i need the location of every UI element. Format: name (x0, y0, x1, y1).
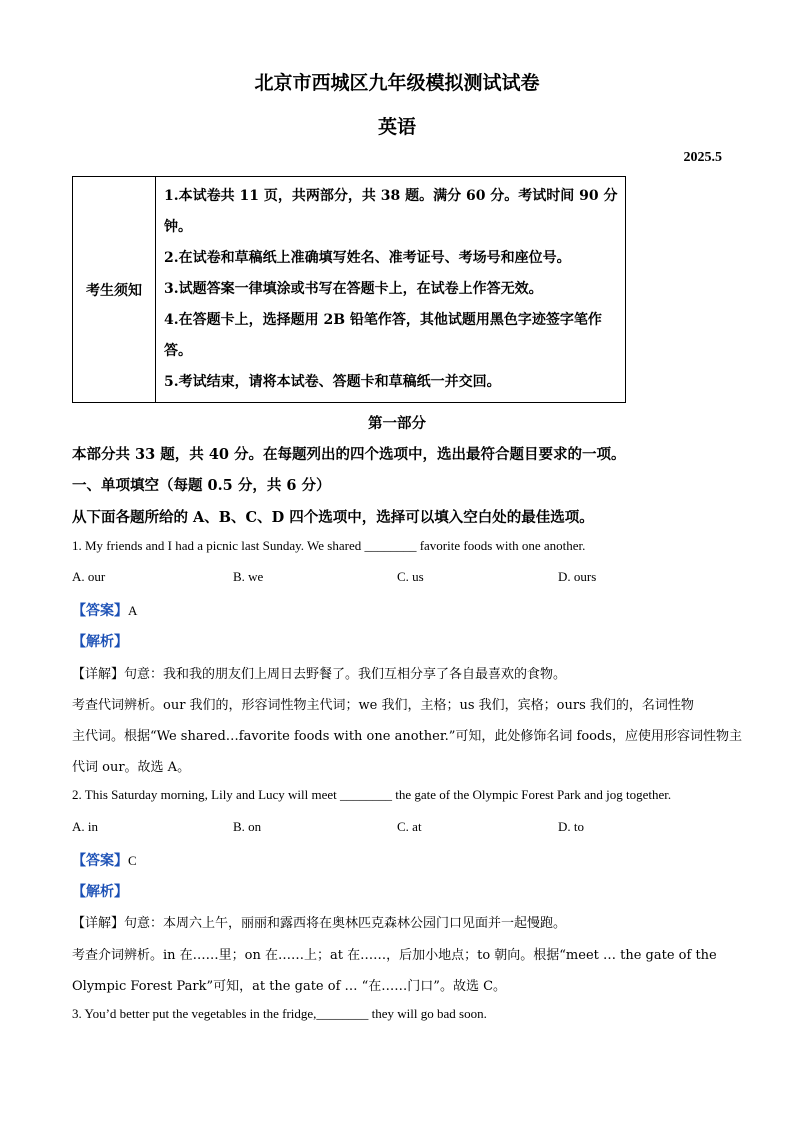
question-1-explanation-line: 考查代词辨析。our 我们的，形容词性物主代词；we 我们，主格；us 我们，宾格；ours 我们的，名词性物 (72, 698, 694, 713)
question-1-explanation-line: 主代词。根据“We shared…favorite foods with one another.”可知，此处修饰名词 foods，应使用形容词性物主 (72, 729, 742, 744)
question-1-option-b: B. we (233, 569, 264, 584)
section-instruction: 从下面各题所给的 A、B、C、D 四个选项中，选择可以填入空白处的最佳选项。 (72, 509, 594, 526)
detail-tag: 【详解】 (72, 916, 125, 931)
question-2-option-c: C. at (397, 819, 422, 834)
notice-item: 3.试题答案一律填涂或书写在答题卡上，在试卷上作答无效。 (164, 281, 543, 297)
notice-label: 考生须知 (73, 177, 156, 403)
answer-tag: 【答案】 (72, 603, 128, 619)
question-1-analysis-tag: 【解析】 (72, 634, 128, 650)
notice-table (72, 176, 626, 403)
question-1-option-c: C. us (397, 569, 424, 584)
question-2-answer (72, 850, 726, 870)
question-2-explanation-line (72, 912, 726, 931)
explanation-text: 句意：本周六上午，丽丽和露西将在奥林匹克森林公园门口见面并一起慢跑。 (124, 916, 567, 931)
notice-item: 5.考试结束，请将本试卷、答题卡和草稿纸一并交回。 (164, 374, 501, 390)
question-2-stem: 2. This Saturday morning, Lily and Lucy will meet ________ the gate of the Olympic Forest Park and jog together. (72, 787, 672, 802)
question-2-explanation-line: 考查介词辨析。in 在……里；on 在……上；at 在……，后加小地点；to 朝向。根据“meet … the gate of the (72, 948, 717, 963)
question-2-option-b: B. on (233, 819, 262, 834)
question-1-option-d: D. ours (558, 569, 597, 584)
exam-subject: 英语 (377, 116, 416, 138)
detail-tag: 【详解】 (72, 667, 125, 682)
question-1-explanation-line (72, 663, 726, 682)
question-1-stem: 1. My friends and I had a picnic last Sunday. We shared ________ favorite foods with one another. (72, 538, 586, 553)
question-2-option-a: A. in (72, 819, 98, 834)
notice-body (156, 177, 626, 403)
answer-value: C (128, 853, 137, 868)
answer-tag: 【答案】 (72, 853, 128, 869)
question-3-stem: 3. You’d better put the vegetables in the fridge,________ they will go bad soon. (72, 1006, 487, 1021)
part-intro: 本部分共 33 题，共 40 分。在每题列出的四个选项中，选出最符合题目要求的一项。 (72, 446, 626, 463)
question-1-option-a: A. our (72, 569, 106, 584)
exam-date: 2025.5 (683, 150, 722, 165)
question-2-option-d: D. to (558, 819, 584, 834)
notice-item: 2.在试卷和草稿纸上准确填写姓名、准考证号、考场号和座位号。 (164, 250, 571, 266)
exam-title: 北京市西城区九年级模拟测试试卷 (254, 72, 540, 94)
explanation-text: 句意：我和我的朋友们上周日去野餐了。我们互相分享了各自最喜欢的食物。 (124, 667, 567, 682)
question-2-explanation-line: Olympic Forest Park”可知，at the gate of … “在……门口”。故选 C。 (72, 979, 507, 994)
answer-value: A (128, 603, 138, 618)
notice-item: 4.在答题卡上，选择题用 2B 铅笔作答，其他试题用黑色字迹签字笔作答。 (164, 312, 602, 359)
part-title: 第一部分 (368, 415, 426, 432)
question-1-explanation-line: 代词 our。故选 A。 (72, 760, 191, 775)
notice-item: 1.本试卷共 11 页，共两部分，共 38 题。满分 60 分。考试时间 90 分钟。 (164, 188, 618, 235)
section-title: 一、单项填空（每题 0.5 分，共 6 分） (72, 477, 331, 494)
question-1-answer (72, 600, 726, 620)
question-2-analysis-tag: 【解析】 (72, 884, 128, 900)
